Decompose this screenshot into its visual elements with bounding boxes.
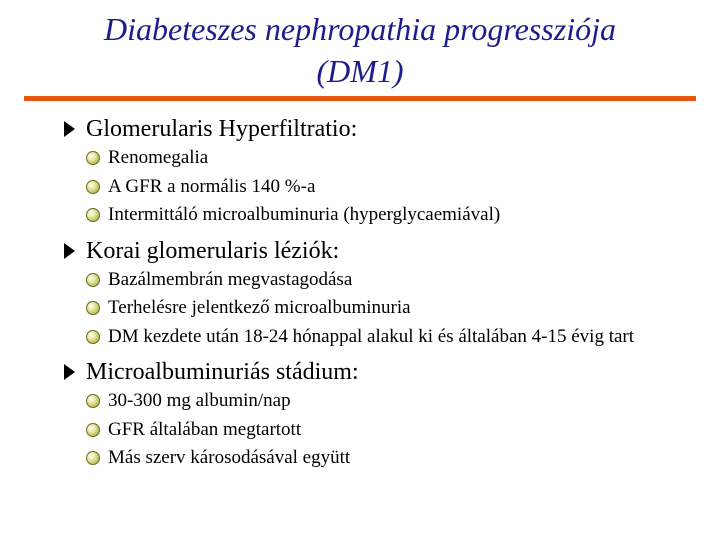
list-item: [86, 203, 704, 232]
list-item-text: DM kezdete után 18-24 hónappal alakul ki és általában 4-15 évig tart: [108, 325, 635, 347]
triangle-bullet-icon: [64, 364, 75, 380]
slide-title-line-2: (DM1): [316, 53, 404, 89]
list-item-text: Terhelésre jelentkező microalbuminuria: [108, 297, 411, 318]
list-item: [86, 325, 704, 354]
bullet-list: [64, 146, 704, 232]
round-bullet-icon: [86, 451, 100, 465]
round-bullet-icon: [86, 180, 100, 194]
list-item: [86, 446, 704, 475]
list-item-text: A GFR a normális 140 %-a: [108, 175, 316, 197]
list-item: [86, 418, 704, 447]
slide-content: [64, 112, 704, 475]
section-early-lesions: [64, 234, 704, 354]
list-item: [86, 389, 704, 418]
section-heading: [64, 112, 704, 146]
section-heading-text: Microalbuminuriás stádium:: [86, 359, 359, 385]
round-bullet-icon: [86, 151, 100, 165]
title-divider: [24, 96, 696, 101]
bullet-list: [64, 268, 704, 354]
round-bullet-icon: [86, 394, 100, 408]
list-item-text: Más szerv károsodásával együtt: [108, 447, 351, 468]
triangle-bullet-icon: [64, 121, 75, 137]
list-item: [86, 146, 704, 175]
list-item-text: Bazálmembrán megvastagodása: [108, 268, 353, 290]
round-bullet-icon: [86, 273, 100, 287]
section-heading-text: Glomerularis Hyperfiltratio:: [86, 116, 358, 142]
bullet-list: [64, 389, 704, 475]
round-bullet-icon: [86, 301, 100, 315]
section-hyperfiltration: [64, 112, 704, 232]
triangle-bullet-icon: [64, 243, 75, 259]
round-bullet-icon: [86, 330, 100, 344]
list-item: [86, 268, 704, 297]
list-item-text: 30-300 mg albumin/nap: [108, 390, 291, 411]
list-item-text: Renomegalia: [108, 147, 209, 168]
list-item-text: GFR általában megtartott: [108, 418, 302, 440]
round-bullet-icon: [86, 423, 100, 437]
list-item: [86, 296, 704, 325]
section-heading: [64, 234, 704, 268]
slide-title-line-1: Diabeteszes nephropathia progressziója: [104, 11, 616, 47]
list-item-text: Intermittáló microalbuminuria (hyperglycaemiával): [108, 204, 501, 225]
round-bullet-icon: [86, 208, 100, 222]
section-heading-text: Korai glomerularis léziók:: [86, 237, 340, 264]
section-microalbuminuria: [64, 355, 704, 475]
list-item: [86, 175, 704, 204]
section-heading: [64, 355, 704, 389]
slide-title: [0, 8, 720, 92]
